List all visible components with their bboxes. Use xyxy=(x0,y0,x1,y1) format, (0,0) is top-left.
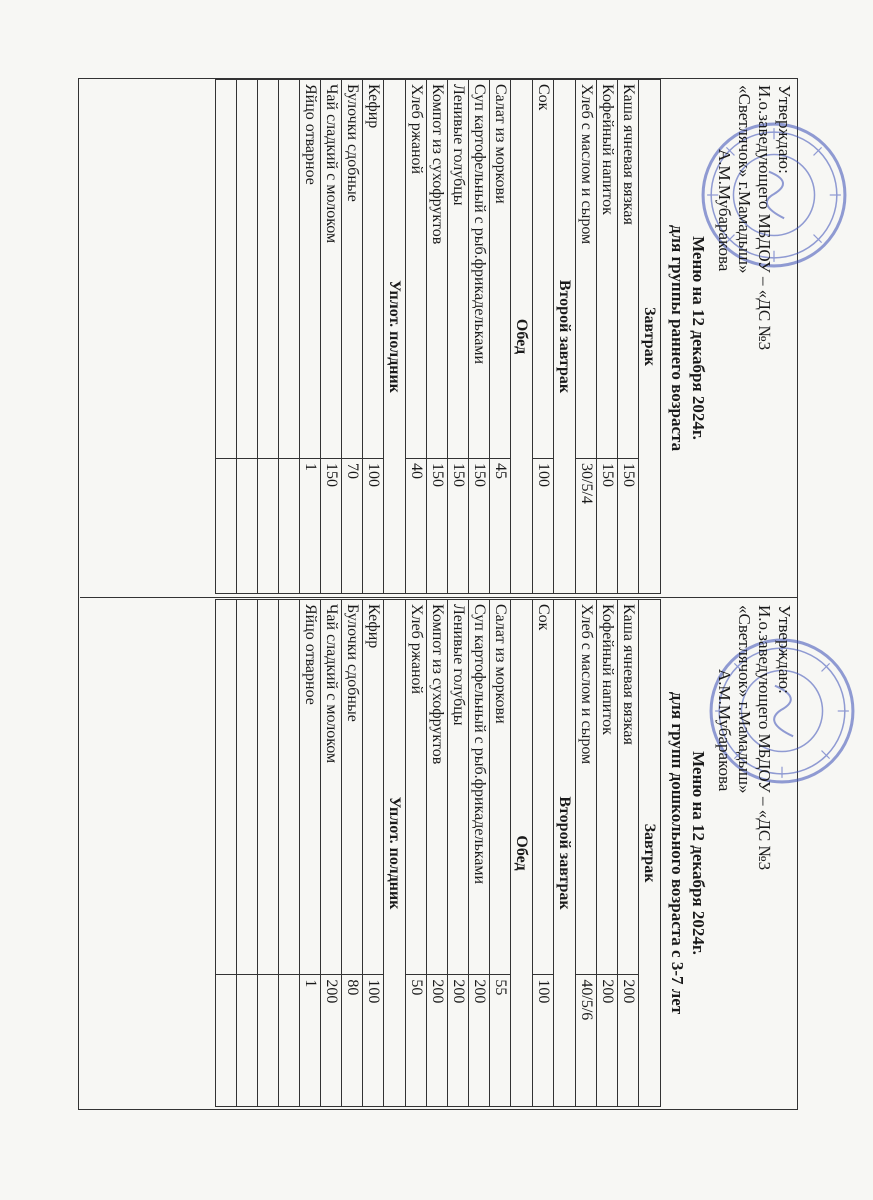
dish-amount: 100 xyxy=(363,459,384,594)
dish-name: Чай сладкий с молоком xyxy=(321,600,342,975)
table-row xyxy=(342,600,363,1107)
dish-name: Яйцо отварное xyxy=(300,80,321,459)
dish-amount: 30/5/4 xyxy=(576,459,597,594)
table-row xyxy=(490,80,511,594)
approval-line: Утверждаю: xyxy=(775,85,794,174)
table-row xyxy=(448,600,469,1107)
menu-subtitle: для групп дошкольного возраста с 3-7 лет xyxy=(668,691,687,1015)
section-header: Уплот. полдник xyxy=(384,600,406,1107)
approval-line: И.о.заведующего МБДОУ – «ДС №3 xyxy=(755,605,774,871)
approval-line: Утверждаю: xyxy=(775,605,794,694)
signature-name: А.М.Мубаракова xyxy=(715,149,734,272)
menu-title-text: Меню на 12 декабря 2024г. xyxy=(689,236,708,440)
menu-title-text: Меню на 12 декабря 2024г. xyxy=(689,751,708,955)
dish-name: Компот из сухофруктов xyxy=(427,80,448,459)
dish-name: Ленивые голубцы xyxy=(448,600,469,975)
dish-name: Сок xyxy=(533,600,554,975)
empty-row xyxy=(258,600,279,1107)
dish-name: Хлеб с маслом и сыром xyxy=(576,600,597,975)
menu-early-age xyxy=(80,79,798,597)
approval-block xyxy=(714,605,794,870)
dish-name: Хлеб ржаной xyxy=(406,80,427,459)
dish-amount: 70 xyxy=(342,459,363,594)
dish-name: Суп картофельный с рыб.фрикадельками xyxy=(469,80,490,459)
dish-amount: 1 xyxy=(300,459,321,594)
table-row xyxy=(406,80,427,594)
table-row xyxy=(427,600,448,1107)
dish-name: Хлеб с маслом и сыром xyxy=(576,80,597,459)
section-header: Завтрак xyxy=(639,600,661,1107)
dish-name: Чай сладкий с молоком xyxy=(321,80,342,459)
dish-amount: 150 xyxy=(321,459,342,594)
dish-amount: 200 xyxy=(597,975,618,1107)
dish-amount: 150 xyxy=(427,459,448,594)
approval-block xyxy=(714,85,794,350)
dish-name: Компот из сухофруктов xyxy=(427,600,448,975)
table-row xyxy=(533,600,554,1107)
table-row xyxy=(597,80,618,594)
dish-name: Кефир xyxy=(363,600,384,975)
approval-line: «Светлячок» г.Мамадыш» xyxy=(735,605,754,794)
menu-table xyxy=(215,599,661,1107)
dish-name: Яйцо отварное xyxy=(300,600,321,975)
dish-amount: 200 xyxy=(321,975,342,1107)
table-row xyxy=(342,80,363,594)
table-row xyxy=(363,80,384,594)
empty-row xyxy=(279,80,300,594)
dish-amount: 1 xyxy=(300,975,321,1107)
table-row xyxy=(576,600,597,1107)
section-header: Уплот. полдник xyxy=(384,80,406,594)
dish-amount: 40 xyxy=(406,459,427,594)
dish-amount: 80 xyxy=(342,975,363,1107)
dish-name: Сок xyxy=(533,80,554,459)
table-row xyxy=(321,600,342,1107)
table-row xyxy=(469,600,490,1107)
menu-title xyxy=(667,79,709,597)
empty-row xyxy=(237,600,258,1107)
dish-name: Ленивые голубцы xyxy=(448,80,469,459)
signature-name: А.М.Мубаракова xyxy=(715,669,734,792)
approval-line: «Светлячок» г.Мамадыш» xyxy=(735,85,754,274)
dish-name: Суп картофельный с рыб.фрикадельками xyxy=(469,600,490,975)
dish-amount: 45 xyxy=(490,459,511,594)
dish-amount: 150 xyxy=(469,459,490,594)
approval-line: И.о.заведующего МБДОУ – «ДС №3 xyxy=(755,85,774,351)
menu-table xyxy=(215,79,661,594)
menu-subtitle: для группы раннего возраста xyxy=(668,224,687,452)
dish-amount: 40/5/6 xyxy=(576,975,597,1107)
dish-amount: 150 xyxy=(618,459,639,594)
empty-row xyxy=(216,600,237,1107)
page-divider xyxy=(80,597,798,598)
table-row xyxy=(618,80,639,594)
table-row xyxy=(597,600,618,1107)
table-row xyxy=(448,80,469,594)
table-row xyxy=(300,600,321,1107)
dish-name: Каша ячневая вязкая xyxy=(618,600,639,975)
empty-row xyxy=(279,600,300,1107)
dish-name: Салат из моркови xyxy=(490,80,511,459)
dish-name: Булочки сдобные xyxy=(342,80,363,459)
dish-amount: 200 xyxy=(469,975,490,1107)
empty-row xyxy=(216,80,237,594)
dish-amount: 200 xyxy=(618,975,639,1107)
table-row xyxy=(321,80,342,594)
dish-name: Кофейный напиток xyxy=(597,600,618,975)
dish-amount: 150 xyxy=(448,459,469,594)
dish-amount: 55 xyxy=(490,975,511,1107)
dish-name: Булочки сдобные xyxy=(342,600,363,975)
dish-name: Каша ячневая вязкая xyxy=(618,80,639,459)
table-row xyxy=(490,600,511,1107)
table-row xyxy=(576,80,597,594)
dish-amount: 100 xyxy=(363,975,384,1107)
dish-amount: 200 xyxy=(448,975,469,1107)
dish-name: Хлеб ржаной xyxy=(406,600,427,975)
section-header: Второй завтрак xyxy=(554,80,576,594)
dish-amount: 100 xyxy=(533,975,554,1107)
empty-row xyxy=(258,80,279,594)
table-row xyxy=(469,80,490,594)
dish-name: Кефир xyxy=(363,80,384,459)
empty-row xyxy=(237,80,258,594)
section-header: Завтрак xyxy=(639,80,661,594)
table-row xyxy=(427,80,448,594)
table-row xyxy=(406,600,427,1107)
menu-title xyxy=(667,599,709,1107)
dish-amount: 200 xyxy=(427,975,448,1107)
table-row xyxy=(300,80,321,594)
dish-amount: 50 xyxy=(406,975,427,1107)
table-row xyxy=(533,80,554,594)
section-header: Обед xyxy=(511,80,533,594)
table-row xyxy=(618,600,639,1107)
table-row xyxy=(363,600,384,1107)
section-header: Второй завтрак xyxy=(554,600,576,1107)
dish-amount: 100 xyxy=(533,459,554,594)
dish-name: Кофейный напиток xyxy=(597,80,618,459)
section-header: Обед xyxy=(511,600,533,1107)
dish-amount: 150 xyxy=(597,459,618,594)
dish-name: Салат из моркови xyxy=(490,600,511,975)
menu-preschool xyxy=(80,599,798,1107)
